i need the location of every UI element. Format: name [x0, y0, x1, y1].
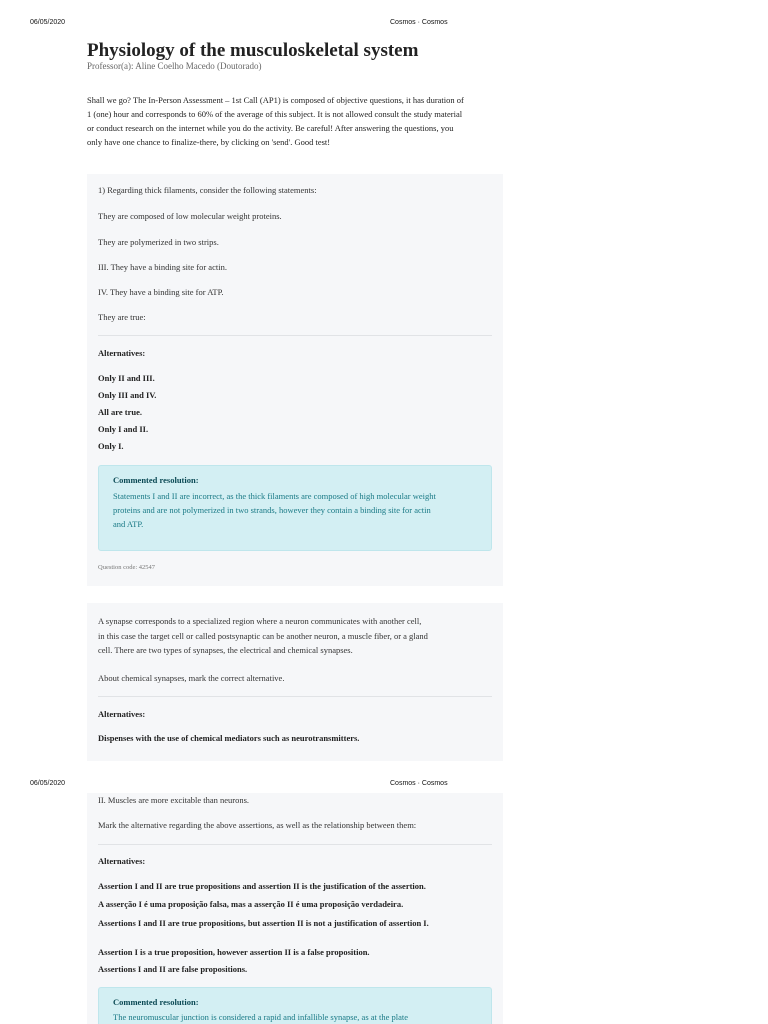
professor-line: Professor(a): Aline Coelho Macedo (Doutorado)	[87, 61, 262, 71]
alternative-b[interactable]: Only III and IV.	[98, 390, 157, 400]
statement-3: III. They have a binding site for actin.	[98, 262, 227, 272]
resolution-text: The neuromuscular junction is considered a rapid and infallible synapse, as at the plate	[113, 1012, 409, 1022]
alternative-a[interactable]: Assertion I and II are true propositions and assertion II is the justification of the assertion.	[98, 881, 426, 891]
alternative-c[interactable]: All are true.	[98, 407, 142, 417]
question-instruction: About chemical synapses, mark the correct alternative.	[98, 673, 285, 683]
alternative-c[interactable]: Assertions I and II are true propositions, but assertion II is not a justification of assertion I.	[98, 918, 429, 928]
site-name: Cosmos · Cosmos	[390, 780, 448, 787]
alternatives-heading: Alternatives:	[98, 348, 146, 358]
question-card-1	[87, 174, 503, 586]
alternative-d[interactable]: Assertion I is a true proposition, however assertion II is a false proposition.	[98, 947, 370, 957]
question-code: Question code: 42547	[98, 564, 156, 571]
alternative-a[interactable]: Dispenses with the use of chemical mediators such as neurotransmitters.	[98, 733, 360, 743]
site-name: Cosmos · Cosmos	[390, 19, 448, 26]
divider	[98, 335, 492, 336]
page-header	[0, 780, 768, 794]
alternatives-heading: Alternatives:	[98, 709, 146, 719]
statement-closing: They are true:	[98, 312, 146, 322]
print-date: 06/05/2020	[30, 19, 66, 26]
alternative-b[interactable]: A asserção I é uma proposição falsa, mas a asserção II é uma proposição verdadeira.	[98, 899, 404, 909]
resolution-heading: Commented resolution:	[113, 475, 199, 485]
alternative-e[interactable]: Assertions I and II are false propositions.	[98, 964, 248, 974]
question-card-2	[87, 603, 503, 761]
divider	[98, 844, 492, 845]
question-prompt: 1) Regarding thick filaments, consider the following statements:	[98, 185, 317, 195]
commented-resolution	[98, 465, 492, 551]
statement-1: They are composed of low molecular weight proteins.	[98, 211, 282, 221]
alternative-e[interactable]: Only I.	[98, 441, 124, 451]
statement-2: They are polymerized in two strips.	[98, 237, 219, 247]
assertion-2: II. Muscles are more excitable than neurons.	[98, 795, 250, 805]
page-title: Physiology of the musculoskeletal system	[87, 40, 419, 61]
intro-paragraph: Shall we go? The In-Person Assessment – 1st Call (AP1) is composed of objective questions, it has duration of 1 (one) hour and corresponds to 60% of the average of this subject. It is not allowed consult the study material or conduct research on the internet while you do the activity. Be careful! After answering the questions, you only have one chance to finalize-there, by clicking on 'send'. Good test!	[87, 95, 464, 147]
commented-resolution	[98, 987, 492, 1024]
question-text: A synapse corresponds to a specialized region where a neuron communicates with another cell, in this case the target cell or called postsynaptic can be another neuron, a muscle fiber, or a gland cell. There are two types of synapses, the electrical and chemical synapses.	[98, 616, 428, 655]
alternatives-heading: Alternatives:	[98, 856, 146, 866]
alternative-a[interactable]: Only II and III.	[98, 373, 155, 383]
alternative-d[interactable]: Only I and II.	[98, 424, 149, 434]
resolution-heading: Commented resolution:	[113, 997, 199, 1007]
question-instruction: Mark the alternative regarding the above assertions, as well as the relationship between them:	[98, 820, 417, 830]
divider	[98, 696, 492, 697]
resolution-text: Statements I and II are incorrect, as the thick filaments are composed of high molecular weight proteins and are not polymerized in two strands, however they contain a binding site for actin and ATP.	[113, 491, 436, 529]
print-date: 06/05/2020	[30, 780, 66, 787]
question-card-3	[87, 793, 503, 1024]
page-header	[0, 19, 768, 33]
statement-4: IV. They have a binding site for ATP.	[98, 287, 224, 297]
